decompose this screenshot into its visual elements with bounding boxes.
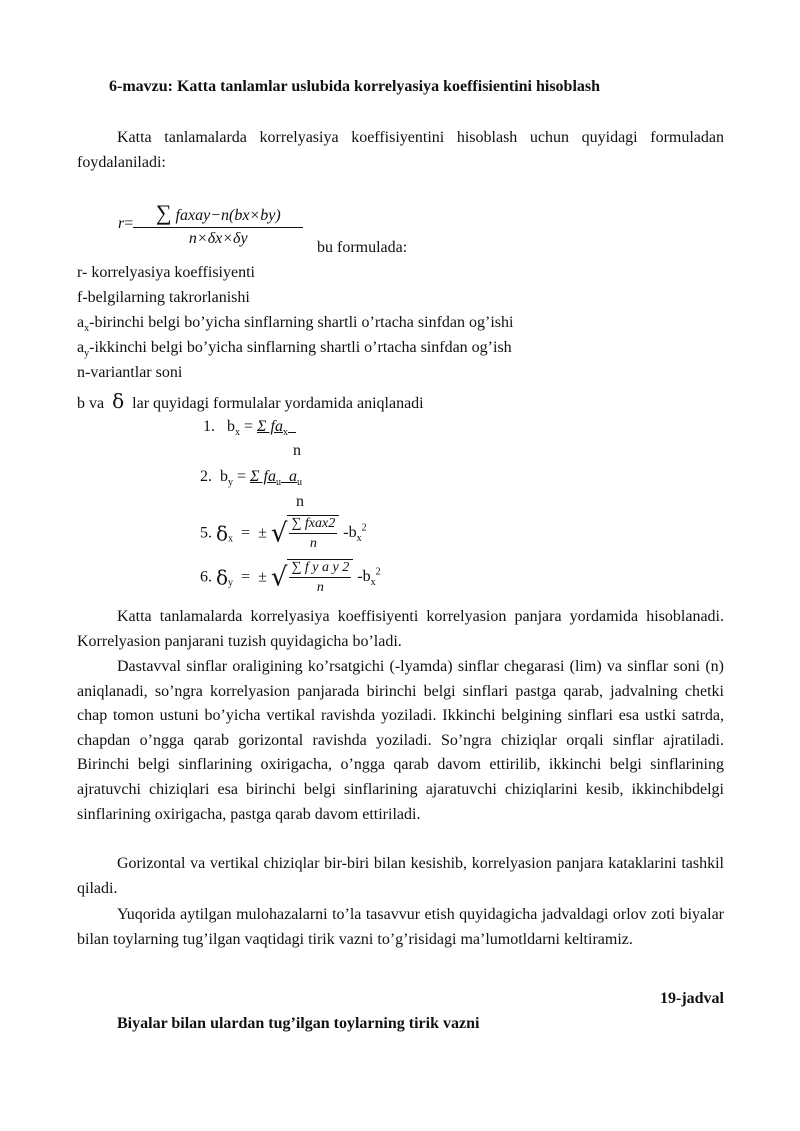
- sigma-symbol: ∑: [155, 200, 172, 225]
- formula-denominator: n×δx×δy: [133, 227, 303, 248]
- main-formula: [118, 200, 303, 248]
- formula-bx: 1. $b_x = \Sigma$ $fa_x$: [203, 418, 288, 439]
- formula-by-den: n: [296, 493, 304, 510]
- after-formula-text: bu formulada:: [317, 239, 408, 256]
- paragraph-2: Dastavval sinflar oraligining ko’rsatgichi (-lyamda) sinflar chegarasi (lim) va sinflar soni (n) aniqlanadi, so’ngra korrelyasion panjarada birinchi belgi sinflari pastga qarab, jadvalning chetki chap tomon ustuni bo’yicha vertikal ravishda yoziladi. Ikkinchi belgining sinflari esa ustki satrda, chapdan o’ngga qarab gorizontal ravishda yoziladi. So’ngra chiziqlar orqali sinflar ajratiladi. Birinchi belgi sinflarining oxirigacha, o’ngga qarab davom ettirilib, ikkinchi belgi sinflarining ajratuvchi chiziqlari esa birinchi belgi sinflarining ajaratuvchi chiziqlarini kesib, ikkinchibdelgi sinflarining oxirigacha, pastga qarab davom ettiriladi.: [77, 658, 724, 823]
- formula-by: 2. $b_y = \Sigma$ $fa_u$ $a_u$: [200, 468, 302, 489]
- table-caption: Biyalar bilan ulardan tug’ilgan toylarning tirik vazni: [117, 1015, 480, 1032]
- b-delta-line: b va δ lar quyidagi formulalar yordamida aniqlanadi: [77, 389, 424, 413]
- definition-ay: $a_y$-ikkinchi belgi bo’yicha sinflarning shartli o’rtacha sinfdan og’ish: [77, 339, 512, 360]
- definition-f: f-belgilarning takrorlanishi: [77, 289, 250, 306]
- formula-eq: =: [124, 215, 134, 232]
- page-title: 6-mavzu: Katta tanlamlar uslubida korrelyasiya koeffisientini hisoblash: [109, 78, 601, 95]
- formula-delta-x: 5. $\delta_x$ = ± √ $\frac{\text{∑ fxax2}}{n}$ $-b_x^2$: [200, 516, 367, 551]
- paragraph-1: Katta tanlamalarda korrelyasiya koeffisiyenti korrelyasion panjara yordamida hisoblanadi. Korrelyasion panjarani tuzish quyidagicha bo’ladi.: [77, 608, 724, 650]
- formula-numerator: faxay−n(bx×by): [175, 207, 281, 224]
- formula-lhs: r: [118, 215, 125, 232]
- formula-bx-den: n: [293, 442, 301, 459]
- paragraph-4: Yuqorida aytilgan mulohazalarni to’la tasavvur etish quyidagicha jadvaldagi orlov zoti biyalar bilan toylarning tug’ilgan vaqtidagi tirik vazni to’g’risidagi ma’lumotldarni keltiramiz.: [77, 906, 724, 948]
- formula-delta-y: 6. $\delta_y$ = ± √ $\frac{\text{∑ f y a y 2}}{n}$ $-b_x^2$: [200, 560, 381, 595]
- table-label: 19-jadval: [660, 990, 724, 1007]
- intro-paragraph: Katta tanlamalarda korrelyasiya koeffisiyentini hisoblash uchun quyidagi formuladan foydalaniladi:: [77, 129, 724, 171]
- definition-ax: $a_x$-birinchi belgi bo’yicha sinflarning shartli o’rtacha sinfdan og’ishi: [77, 314, 514, 335]
- definition-r: r- korrelyasiya koeffisiyenti: [77, 264, 255, 281]
- paragraph-3: Gorizontal va vertikal chiziqlar bir-biri bilan kesishib, korrelyasion panjara kataklarini tashkil qiladi.: [77, 855, 724, 897]
- definition-n: n-variantlar soni: [77, 364, 183, 381]
